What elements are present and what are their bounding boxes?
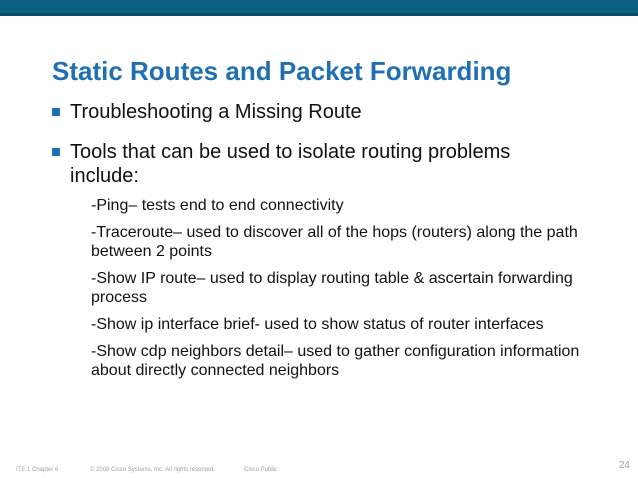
slide-footer <box>0 465 638 478</box>
sub-item-show-ip-route: -Show IP route– used to display routing table & ascertain forwarding process <box>91 270 573 306</box>
sub-item-list <box>91 196 611 388</box>
sub-item-show-ip-interface-brief: -Show ip interface brief- used to show status of router interfaces <box>91 316 544 333</box>
bullet-text: Tools that can be used to isolate routing problems include: <box>70 141 511 187</box>
bullet-square-icon <box>52 108 60 116</box>
bullet-list <box>52 100 612 188</box>
bullet-item <box>52 100 612 124</box>
bullet-text: Troubleshooting a Missing Route <box>70 101 362 123</box>
sub-item-ping: -Ping– tests end to end connectivity <box>91 197 344 214</box>
sub-item-traceroute: -Traceroute– used to discover all of the hops (routers) along the path between 2 points <box>91 224 578 260</box>
bullet-item <box>52 140 612 188</box>
sub-item-show-cdp-neighbors-detail: -Show cdp neighbors detail– used to gather configuration information about directly connected neighbors <box>91 343 580 379</box>
slide-title: Static Routes and Packet Forwarding <box>52 56 512 86</box>
footer-classification: Cisco Public <box>244 467 278 473</box>
footer-course: ITE 1 Chapter 6 <box>16 467 59 473</box>
footer-copyright: © 2006 Cisco Systems, Inc. All rights reserved. <box>90 467 215 473</box>
top-banner <box>0 0 638 16</box>
page-number: 24 <box>618 460 630 471</box>
bullet-square-icon <box>52 148 60 156</box>
